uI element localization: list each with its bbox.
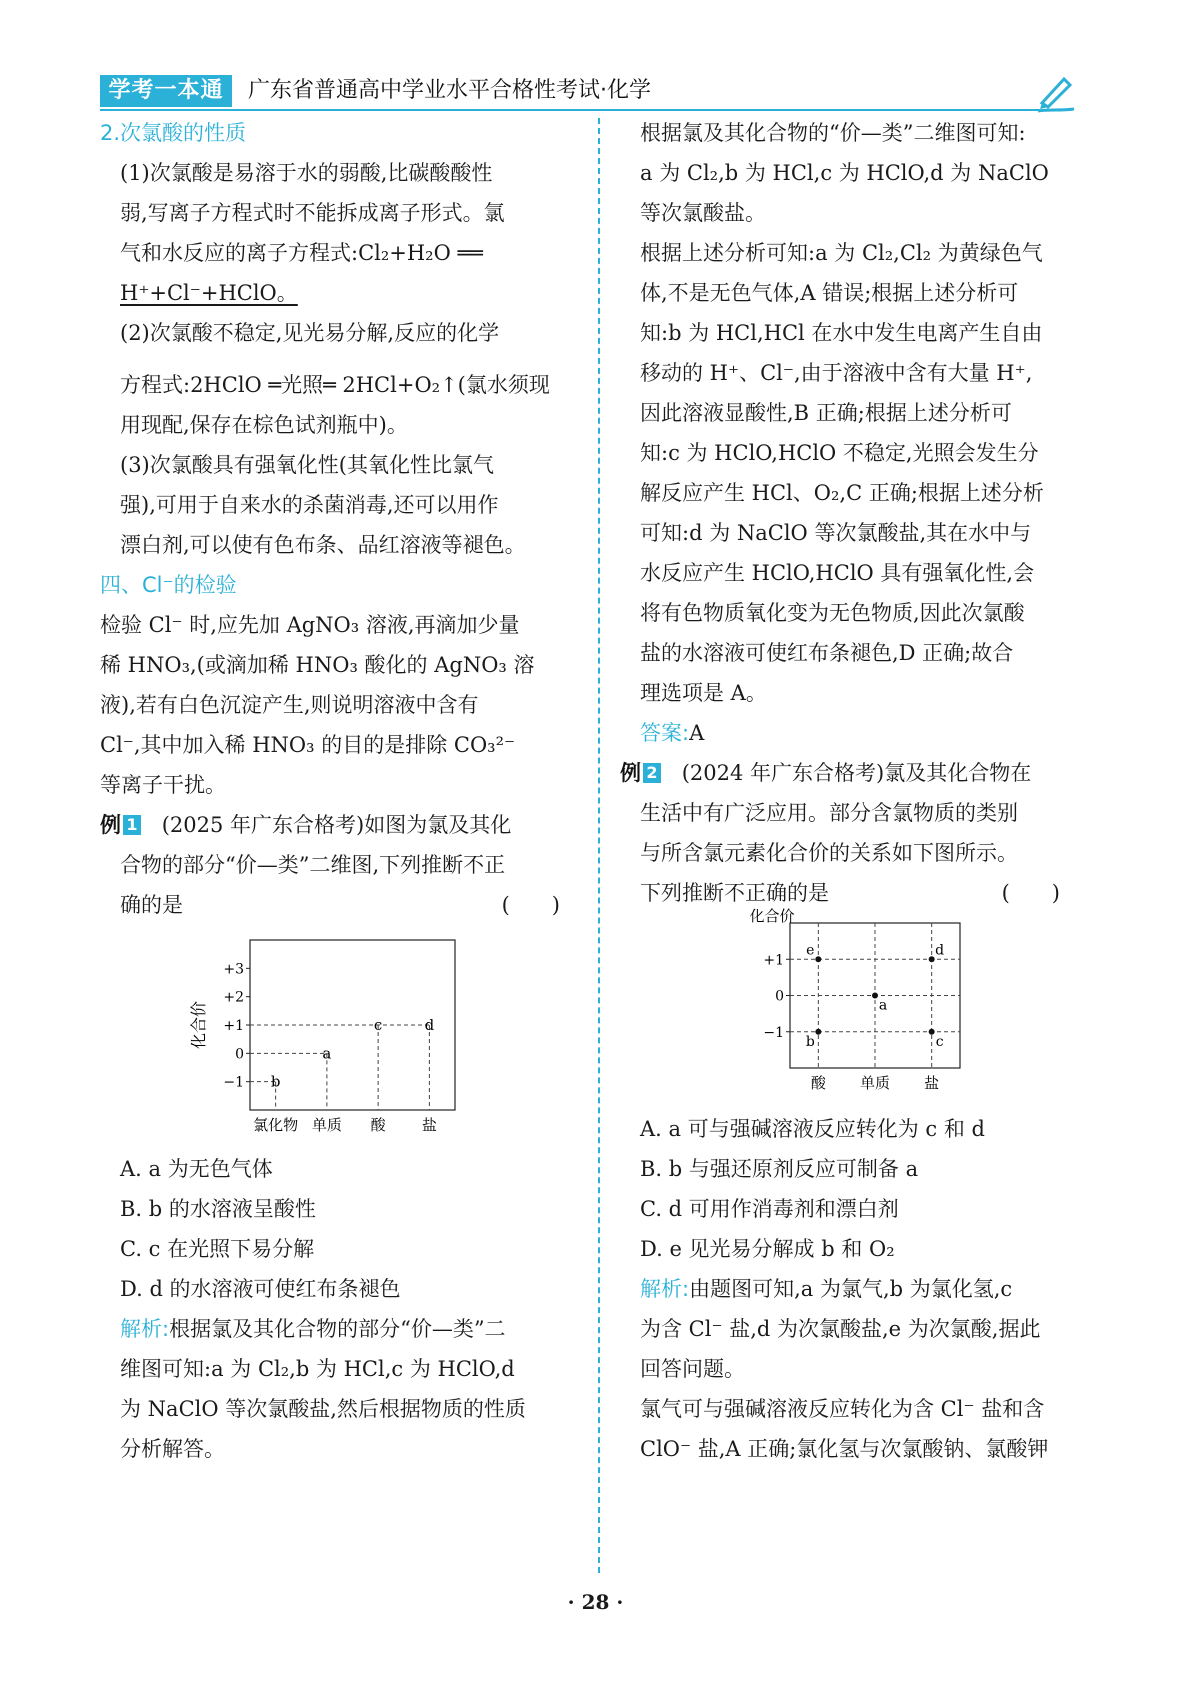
right-line-b7: 解反应产生 HCl、O₂,C 正确;根据上述分析 xyxy=(640,481,1044,505)
x-tick-label: 氯化物 xyxy=(253,1116,299,1134)
example-1-analysis-line-3: 为 NaClO 等次氯酸盐,然后根据物质的性质 xyxy=(120,1397,526,1421)
x-tick-label: 单质 xyxy=(311,1116,342,1134)
chart-2 xyxy=(730,907,980,1098)
example-2-line-2: 生活中有广泛应用。部分含氯物质的类别 xyxy=(640,801,1018,825)
pen-icon xyxy=(1034,69,1078,113)
p2-line-1: (2)次氯酸不稳定,见光易分解,反应的化学 xyxy=(120,321,500,345)
example-2-analysis-line-2: 为含 Cl⁻ 盐,d 为次氯酸盐,e 为次氯酸,据此 xyxy=(640,1317,1041,1341)
example-1-option-b: B. b 的水溶液呈酸性 xyxy=(120,1197,316,1221)
point-label-c: c xyxy=(373,1016,383,1034)
point-label-a: a xyxy=(878,997,888,1014)
point-label-a: a xyxy=(322,1044,332,1063)
y-tick-label: +2 xyxy=(223,989,244,1006)
section-4-title: 四、Cl⁻的检验 xyxy=(100,573,237,597)
y-axis-label: 化合价 xyxy=(749,907,795,925)
example-2-analysis-line-3: 回答问题。 xyxy=(640,1357,745,1381)
example-1-badge: 例 1 xyxy=(100,810,141,840)
x-tick-label: 酸 xyxy=(370,1116,386,1134)
example-2-analysis-line-4: 氯气可与强碱溶液反应转化为含 Cl⁻ 盐和含 xyxy=(640,1397,1045,1421)
answer-line xyxy=(640,718,704,748)
x-tick-label: 盐 xyxy=(924,1074,940,1092)
example-1-option-c: C. c 在光照下易分解 xyxy=(120,1237,315,1261)
example-2-line-1: 例 2 (2024 年广东合格考)氯及其化合物在 xyxy=(620,758,1031,788)
point-label-d: d xyxy=(935,942,945,959)
example-1-analysis-line-4: 分析解答。 xyxy=(120,1437,225,1461)
y-tick-label: +1 xyxy=(763,952,784,969)
p3-line-3: 漂白剂,可以使有色布条、品红溶液等褪色。 xyxy=(120,533,526,557)
y-tick-label: 0 xyxy=(775,988,784,1005)
right-line-b6: 知:c 为 HClO,HClO 不稳定,光照会发生分 xyxy=(640,441,1039,465)
data-point-a xyxy=(872,993,878,999)
answer-label: 答案: xyxy=(640,721,690,745)
example-2-option-d: D. e 见光易分解成 b 和 O₂ xyxy=(640,1237,895,1261)
data-point-e xyxy=(815,956,821,962)
right-line-b5: 因此溶液显酸性,B 正确;根据上述分析可 xyxy=(640,401,1012,425)
chart-1 xyxy=(189,930,470,1134)
right-line-b12: 理选项是 A。 xyxy=(640,681,767,705)
example-1-line-1: 例 1 (2025 年广东合格考)如图为氯及其化 xyxy=(100,810,511,840)
column-divider xyxy=(598,118,600,1573)
page-number: · 28 · xyxy=(567,1590,624,1614)
right-line-b8: 可知:d 为 NaClO 等次氯酸盐,其在水中与 xyxy=(640,521,1032,545)
p4-line-3: 液),若有白色沉淀产生,则说明溶液中含有 xyxy=(100,693,479,717)
point-label-e: e xyxy=(806,942,815,959)
x-tick-label: 盐 xyxy=(421,1116,437,1134)
example-1-analysis-line-1: 解析:根据氯及其化合物的部分“价—类”二 xyxy=(120,1317,506,1341)
example-2-option-a: A. a 可与强碱溶液反应转化为 c 和 d xyxy=(640,1117,985,1141)
header-tag: 学考一本通 xyxy=(100,75,232,107)
x-tick-label: 酸 xyxy=(810,1074,826,1092)
p2-line-3: 用现配,保存在棕色试剂瓶中)。 xyxy=(120,413,408,437)
right-line-b10: 将有色物质氧化变为无色物质,因此次氯酸 xyxy=(640,601,1025,625)
y-tick-label: −1 xyxy=(223,1074,244,1091)
right-line-b3: 知:b 为 HCl,HCl 在水中发生电离产生自由 xyxy=(640,321,1043,345)
example-1-option-a: A. a 为无色气体 xyxy=(120,1157,273,1181)
p3-line-1: (3)次氯酸具有强氧化性(其氧化性比氯气 xyxy=(120,453,494,477)
right-line-a2: a 为 Cl₂,b 为 HCl,c 为 HClO,d 为 NaClO xyxy=(640,161,1049,185)
header-rule xyxy=(100,109,1040,111)
answer-bracket: ( ) xyxy=(501,893,560,917)
data-point-c xyxy=(929,1029,935,1035)
y-tick-label: +1 xyxy=(223,1018,244,1034)
answer-value: A xyxy=(689,721,705,745)
p2-line-2: 方程式:2HClO ═光照═ 2HCl+O₂↑(氯水须现 xyxy=(120,373,550,397)
right-line-b1: 根据上述分析可知:a 为 Cl₂,Cl₂ 为黄绿色气 xyxy=(640,241,1043,265)
p4-line-4: Cl⁻,其中加入稀 HNO₃ 的目的是排除 CO₃²⁻ xyxy=(100,733,516,757)
example-2-badge: 例 2 xyxy=(620,758,661,788)
p4-line-1: 检验 Cl⁻ 时,应先加 AgNO₃ 溶液,再滴加少量 xyxy=(100,613,520,637)
example-2-line-3: 与所含氯元素化合价的关系如下图所示。 xyxy=(640,841,1018,865)
point-label-b: b xyxy=(805,1033,815,1050)
section-2-title: 2.次氯酸的性质 xyxy=(100,121,247,145)
y-tick-label: −1 xyxy=(763,1024,784,1041)
example-1-option-d: D. d 的水溶液可使红布条褪色 xyxy=(120,1277,401,1301)
p1-line-4: H⁺+Cl⁻+HClO。 xyxy=(120,281,298,305)
example-2-line-4: 下列推断不正确的是 ( ) xyxy=(640,878,1060,908)
y-axis-label: 化合价 xyxy=(189,1000,208,1050)
answer-bracket-2: ( ) xyxy=(1001,881,1060,905)
example-2-option-b: B. b 与强还原剂反应可制备 a xyxy=(640,1157,919,1181)
y-tick-label: 0 xyxy=(235,1046,244,1063)
right-line-a1: 根据氯及其化合物的“价—类”二维图可知: xyxy=(640,121,1026,145)
p3-line-2: 强),可用于自来水的杀菌消毒,还可以用作 xyxy=(120,493,499,517)
example-2-option-c: C. d 可用作消毒剂和漂白剂 xyxy=(640,1197,899,1221)
p1-line-3: 气和水反应的离子方程式:Cl₂+H₂O ══ xyxy=(120,241,483,265)
right-line-b2: 体,不是无色气体,A 错误;根据上述分析可 xyxy=(640,281,1019,305)
data-point-d xyxy=(929,956,935,962)
point-label-b: b xyxy=(270,1072,281,1091)
y-tick-label: +3 xyxy=(223,961,244,978)
right-line-b11: 盐的水溶液可使红布条褪色,D 正确;故合 xyxy=(640,641,1014,665)
point-label-d: d xyxy=(424,1016,435,1034)
example-1-analysis-line-2: 维图可知:a 为 Cl₂,b 为 HCl,c 为 HClO,d xyxy=(120,1357,515,1381)
right-line-b4: 移动的 H⁺、Cl⁻,由于溶液中含有大量 H⁺, xyxy=(640,361,1033,385)
x-tick-label: 单质 xyxy=(859,1074,891,1092)
example-2-analysis-line-1: 解析:由题图可知,a 为氯气,b 为氯化氢,c xyxy=(640,1277,1013,1301)
p4-line-5: 等离子干扰。 xyxy=(100,773,226,797)
example-1-line-3: 确的是 ( ) xyxy=(120,890,560,920)
p1-line-2: 弱,写离子方程式时不能拆成离子形式。氯 xyxy=(120,201,505,225)
right-line-a3: 等次氯酸盐。 xyxy=(640,201,766,225)
example-2-analysis-line-5: ClO⁻ 盐,A 正确;氯化氢与次氯酸钠、氯酸钾 xyxy=(640,1437,1049,1461)
p4-line-2: 稀 HNO₃,(或滴加稀 HNO₃ 酸化的 AgNO₃ 溶 xyxy=(100,653,535,677)
right-line-b9: 水反应产生 HClO,HClO 具有强氧化性,会 xyxy=(640,561,1035,585)
p1-line-1: (1)次氯酸是易溶于水的弱酸,比碳酸酸性 xyxy=(120,161,493,185)
page-header xyxy=(100,75,1078,107)
data-point-b xyxy=(815,1029,821,1035)
point-label-c: c xyxy=(935,1033,944,1050)
header-title: 广东省普通高中学业水平合格性考试·化学 xyxy=(248,78,651,103)
example-1-line-2: 合物的部分“价—类”二维图,下列推断不正 xyxy=(120,853,506,877)
